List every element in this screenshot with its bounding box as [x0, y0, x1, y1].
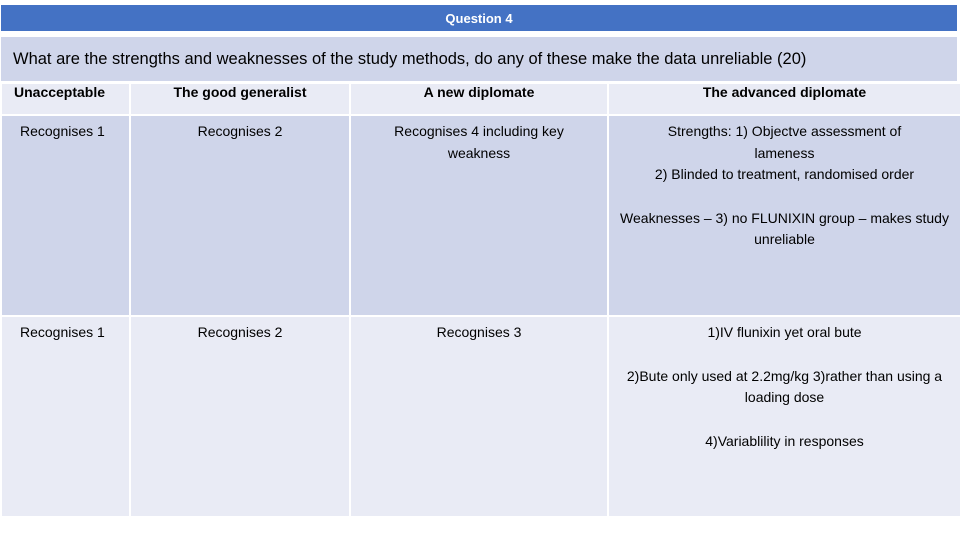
rubric-row-weaknesses — [1, 316, 960, 517]
strengths-block — [617, 121, 952, 186]
cell-content — [609, 317, 960, 452]
strength-2-text: 2) Blinded to treatment, randomised order — [654, 166, 915, 182]
weakness-item-1: 1)IV flunixin yet oral bute — [707, 324, 862, 340]
column-header-unacceptable: Unacceptable — [1, 83, 130, 115]
cell-text: Recognises 1 — [20, 324, 105, 340]
cell-text: Recognises 4 including key weakness — [394, 123, 564, 161]
cell-good-generalist — [130, 115, 350, 316]
cell-content — [609, 116, 960, 251]
rubric-header-row — [1, 83, 960, 115]
question-text: What are the strengths and weaknesses of the study methods, do any of these make the data unreliable (20) — [13, 49, 807, 68]
cell-new-diplomate — [350, 115, 608, 316]
cell-advanced-diplomate — [608, 316, 960, 517]
rubric-table — [0, 82, 960, 518]
cell-unacceptable — [1, 115, 130, 316]
rubric-row-strengths — [1, 115, 960, 316]
cell-text: Recognises 1 — [20, 123, 105, 139]
weakness-item-4: 4)Variablility in responses — [705, 432, 864, 449]
cell-text: Recognises 3 — [436, 324, 522, 340]
cell-unacceptable — [1, 316, 130, 517]
cell-text: Recognises 2 — [197, 324, 283, 340]
cell-advanced-diplomate — [608, 115, 960, 316]
question-number-label: Question 4 — [445, 10, 513, 26]
column-header-new-diplomate: A new diplomate — [350, 83, 608, 115]
question-number-header — [0, 4, 958, 32]
column-header-good-generalist: The good generalist — [130, 83, 350, 115]
column-header-advanced-diplomate: The advanced diplomate — [608, 83, 960, 115]
weakness-item-2-3: 2)Bute only used at 2.2mg/kg 3)rather than using a loading dose — [626, 367, 943, 405]
question-box — [0, 36, 958, 82]
weaknesses-text: Weaknesses – 3) no FLUNIXIN group – makes study unreliable — [620, 209, 949, 247]
cell-good-generalist — [130, 316, 350, 517]
cell-text: Recognises 2 — [197, 123, 283, 139]
strength-1-text: Strengths: 1) Objectve assessment of lameness — [667, 123, 902, 161]
cell-new-diplomate — [350, 316, 608, 517]
